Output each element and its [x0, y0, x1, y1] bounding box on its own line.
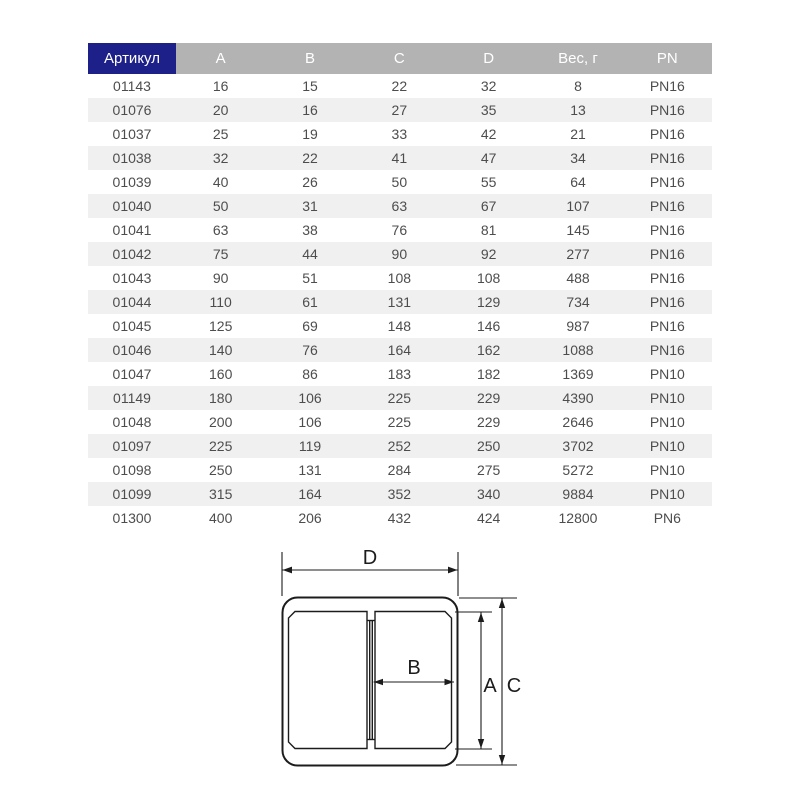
cell-artikul: 01044 [88, 290, 176, 314]
cell-a: 140 [176, 338, 265, 362]
column-header-weight: Вес, г [533, 43, 622, 74]
cell-d: 275 [476, 462, 501, 478]
column-header-b: B [265, 43, 354, 74]
cell-b: 131 [298, 462, 322, 478]
cell-d: 55 [480, 174, 497, 190]
table-row [88, 386, 712, 410]
cell-c: 90 [355, 242, 444, 266]
cell-weight: 987 [566, 318, 590, 334]
dimension-a [455, 612, 497, 749]
cell-a: 200 [209, 414, 233, 430]
cell-c: 183 [387, 366, 412, 382]
cell-b: 164 [265, 482, 354, 506]
cell-d: 340 [444, 482, 533, 506]
cell-a: 125 [209, 318, 233, 334]
table-row [88, 338, 712, 362]
cell-artikul: 01045 [112, 318, 152, 334]
cell-c: 41 [355, 146, 444, 170]
cell-c: 164 [355, 338, 444, 362]
cell-c: 252 [355, 434, 444, 458]
arrowhead-top [499, 599, 505, 609]
column-header-a: A [176, 43, 265, 74]
cell-weight: 734 [533, 290, 622, 314]
cell-c: 148 [387, 318, 412, 334]
cell-a: 50 [176, 194, 265, 218]
cell-weight: 3702 [533, 434, 622, 458]
column-header-pn: PN [623, 43, 712, 74]
table-row [88, 242, 712, 266]
cell-d: 162 [444, 338, 533, 362]
table-row [88, 266, 712, 290]
cell-b: 76 [265, 338, 354, 362]
table-body [88, 74, 712, 530]
table-row [88, 362, 712, 386]
cell-weight: 1369 [562, 366, 594, 382]
cell-b: 19 [302, 126, 318, 142]
table-row [88, 482, 712, 506]
cell-c: 284 [387, 462, 412, 478]
cell-artikul: 01038 [88, 146, 176, 170]
cell-b: 22 [265, 146, 354, 170]
cell-b: 51 [302, 270, 318, 286]
cell-d: 229 [444, 386, 533, 410]
cell-weight: 2646 [562, 414, 594, 430]
cell-weight: 34 [533, 146, 622, 170]
cell-a: 63 [212, 222, 229, 238]
cell-artikul: 01039 [112, 174, 152, 190]
cell-artikul: 01041 [112, 222, 152, 238]
cell-pn: PN10 [649, 366, 685, 382]
cell-b: 86 [302, 366, 318, 382]
cell-pn: PN10 [623, 434, 712, 458]
cell-d: 424 [476, 510, 501, 526]
cell-pn: PN16 [623, 242, 712, 266]
cell-pn: PN16 [623, 98, 712, 122]
cell-pn: PN10 [649, 414, 685, 430]
cell-d: 81 [480, 222, 497, 238]
cell-weight: 277 [533, 242, 622, 266]
cell-pn: PN16 [623, 290, 712, 314]
cell-artikul: 01046 [88, 338, 176, 362]
cell-weight: 145 [566, 222, 590, 238]
cell-pn: PN16 [623, 194, 712, 218]
table-row [88, 218, 712, 242]
cell-b: 206 [298, 510, 322, 526]
cell-a: 160 [209, 366, 233, 382]
cell-d: 146 [476, 318, 501, 334]
cell-c: 225 [355, 386, 444, 410]
cell-c: 50 [391, 174, 408, 190]
cell-artikul: 01048 [112, 414, 152, 430]
arrowhead-bottom [478, 739, 484, 749]
cell-artikul: 01300 [112, 510, 152, 526]
cell-weight: 9884 [533, 482, 622, 506]
cell-d: 250 [444, 434, 533, 458]
cell-a: 16 [212, 78, 229, 94]
table-row [88, 170, 712, 194]
cell-c: 63 [355, 194, 444, 218]
cell-a: 400 [209, 510, 233, 526]
cell-b: 61 [265, 290, 354, 314]
cell-c: 225 [387, 414, 412, 430]
cell-a: 25 [212, 126, 229, 142]
cell-pn: PN16 [649, 174, 685, 190]
arrowhead-bottom [499, 755, 505, 765]
arrowhead-top [478, 613, 484, 623]
table-row [88, 194, 712, 218]
cell-a: 225 [176, 434, 265, 458]
cell-artikul: 01042 [88, 242, 176, 266]
table-row [88, 290, 712, 314]
table-row [88, 506, 712, 530]
table-row [88, 122, 712, 146]
cell-weight: 13 [533, 98, 622, 122]
cell-b: 15 [302, 78, 318, 94]
cell-pn: PN6 [653, 510, 681, 526]
cell-d: 67 [444, 194, 533, 218]
cell-b: 26 [302, 174, 318, 190]
cell-pn: PN16 [649, 318, 685, 334]
cell-c: 22 [391, 78, 408, 94]
cell-a: 315 [176, 482, 265, 506]
cell-pn: PN10 [623, 482, 712, 506]
cell-artikul: 01098 [112, 462, 152, 478]
cell-a: 75 [176, 242, 265, 266]
cell-b: 69 [302, 318, 318, 334]
cell-b: 44 [265, 242, 354, 266]
table-row [88, 458, 712, 482]
cell-weight: 64 [570, 174, 586, 190]
cell-b: 38 [302, 222, 318, 238]
cell-pn: PN16 [649, 78, 685, 94]
cell-c: 352 [355, 482, 444, 506]
table-row [88, 410, 712, 434]
arrowhead-left [283, 567, 293, 574]
table-row [88, 146, 712, 170]
cell-weight: 4390 [533, 386, 622, 410]
cell-pn: PN16 [623, 146, 712, 170]
cell-pn: PN16 [623, 338, 712, 362]
cell-a: 40 [212, 174, 229, 190]
coupling-diagram [250, 540, 550, 800]
header-row [88, 43, 712, 74]
cell-weight: 1088 [533, 338, 622, 362]
dimension-label-b: B [407, 657, 421, 679]
dimension-label-a: A [483, 675, 497, 697]
cell-c: 33 [391, 126, 408, 142]
table-row [88, 74, 712, 98]
cell-d: 32 [480, 78, 497, 94]
cell-pn: PN10 [649, 462, 685, 478]
cell-a: 90 [212, 270, 229, 286]
cell-d: 92 [444, 242, 533, 266]
cell-a: 110 [176, 290, 265, 314]
cell-weight: 107 [533, 194, 622, 218]
cell-pn: PN16 [649, 270, 685, 286]
cell-weight: 12800 [558, 510, 598, 526]
cell-artikul: 01143 [113, 78, 151, 94]
cell-weight: 21 [570, 126, 586, 142]
dimension-label-c: C [506, 675, 522, 697]
cell-c: 108 [387, 270, 412, 286]
table-row [88, 98, 712, 122]
cell-pn: PN16 [649, 222, 685, 238]
cell-a: 20 [176, 98, 265, 122]
cell-artikul: 01043 [112, 270, 152, 286]
cell-d: 129 [444, 290, 533, 314]
cell-artikul: 01149 [88, 386, 176, 410]
cell-artikul: 01097 [88, 434, 176, 458]
cell-c: 131 [355, 290, 444, 314]
dimension-d [282, 547, 458, 596]
cell-a: 250 [209, 462, 233, 478]
cell-d: 47 [444, 146, 533, 170]
cell-b: 31 [265, 194, 354, 218]
cell-d: 108 [476, 270, 501, 286]
cell-c: 432 [387, 510, 412, 526]
cell-weight: 5272 [562, 462, 594, 478]
cell-weight: 8 [574, 78, 582, 94]
arrowhead-right [448, 567, 458, 574]
cell-b: 119 [265, 434, 354, 458]
cell-c: 76 [391, 222, 408, 238]
column-header-d: D [444, 43, 533, 74]
cell-pn: PN10 [623, 386, 712, 410]
cell-artikul: 01040 [88, 194, 176, 218]
cell-a: 180 [176, 386, 265, 410]
spec-table [88, 43, 712, 530]
cell-d: 229 [476, 414, 501, 430]
cell-artikul: 01076 [88, 98, 176, 122]
column-header-artikul: Артикул [88, 43, 176, 74]
table-row [88, 434, 712, 458]
cell-b: 106 [298, 414, 322, 430]
cell-a: 32 [176, 146, 265, 170]
cell-d: 35 [444, 98, 533, 122]
cell-d: 182 [476, 366, 501, 382]
cell-d: 42 [480, 126, 497, 142]
cell-artikul: 01099 [88, 482, 176, 506]
cell-artikul: 01037 [112, 126, 152, 142]
dimension-label-d: D [362, 547, 378, 569]
cell-c: 27 [355, 98, 444, 122]
cell-weight: 488 [566, 270, 590, 286]
cell-pn: PN16 [649, 126, 685, 142]
cell-artikul: 01047 [112, 366, 152, 382]
table-row [88, 314, 712, 338]
cell-b: 106 [265, 386, 354, 410]
column-header-c: C [355, 43, 444, 74]
cell-b: 16 [265, 98, 354, 122]
